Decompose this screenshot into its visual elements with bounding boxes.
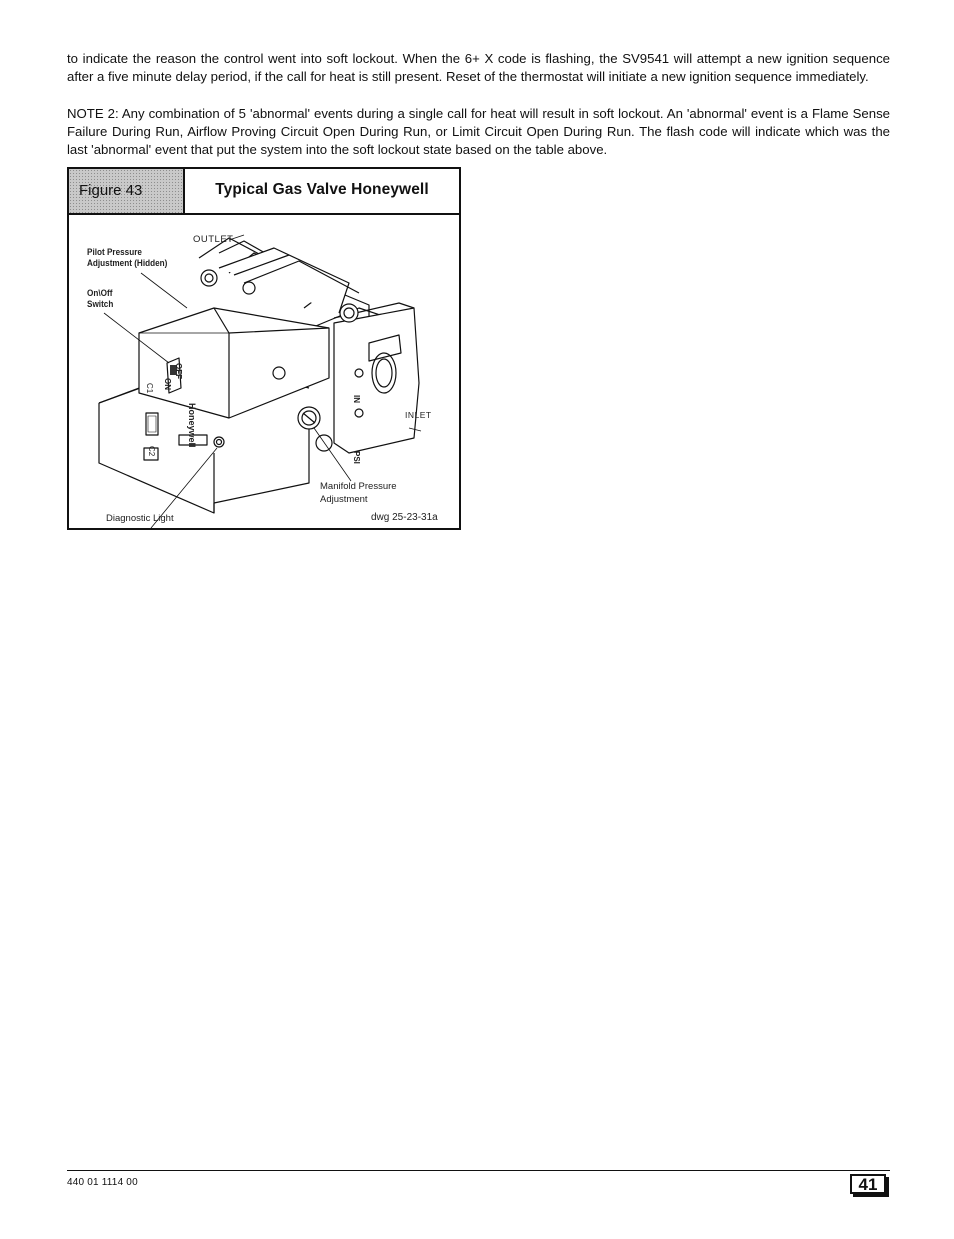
figure-header [69,169,459,215]
device-on-text: ON [163,378,172,390]
figure-43 [67,167,461,530]
device-in-text: IN [352,395,361,403]
onoff-switch-label: On\Off [87,288,113,299]
onoff-switch-label-2: Switch [87,299,114,310]
device-c2-text: C2 [147,446,156,457]
pilot-pressure-label-2: Adjustment (Hidden) [87,258,168,269]
figure-number-box [69,169,185,213]
body-paragraph-1: to indicate the reason the control went into soft lockout. When the 6+ X code is flashing, the SV9541 will attempt a new ignition sequence after a five minute delay period, if the call for heat is still present. Reset of the thermostat will initiate a new ignition sequence immediately. [67,51,890,84]
figure-number: Figure 43 [79,182,143,199]
body-paragraph-2: NOTE 2: Any combination of 5 'abnormal' events during a single call for heat will result in soft lockout. An 'abnormal' event is a Flame Sense Failure During Run, Airflow Proving Circuit Open During Run, or Limit Circuit Open During Run. The flash code will indicate which was the last 'abnormal' event that put the system into the soft lockout state based on the table above. [67,106,890,157]
inlet-label: INLET [405,410,432,420]
pilot-pressure-label: Pilot Pressure [87,247,142,258]
figure-title: Typical Gas Valve Honeywell [215,181,429,198]
document-number: 440 01 1114 00 [67,1177,138,1188]
page-number: 41 [850,1174,886,1194]
drawing-number: dwg 25-23-31a [371,512,438,523]
manifold-pressure-label: Manifold Pressure [320,481,397,492]
gas-valve-illustration [69,213,459,528]
device-c1-text: C1 [145,383,154,394]
outlet-label: OUTLET [193,234,234,245]
footer-rule [67,1170,890,1171]
device-brand-text: Honeywell [187,403,197,448]
device-psi-text: PSI [352,451,361,464]
manifold-pressure-label-2: Adjustment [320,494,368,505]
diagnostic-light-label: Diagnostic Light [106,513,174,524]
device-off-text: OFF [174,363,183,379]
